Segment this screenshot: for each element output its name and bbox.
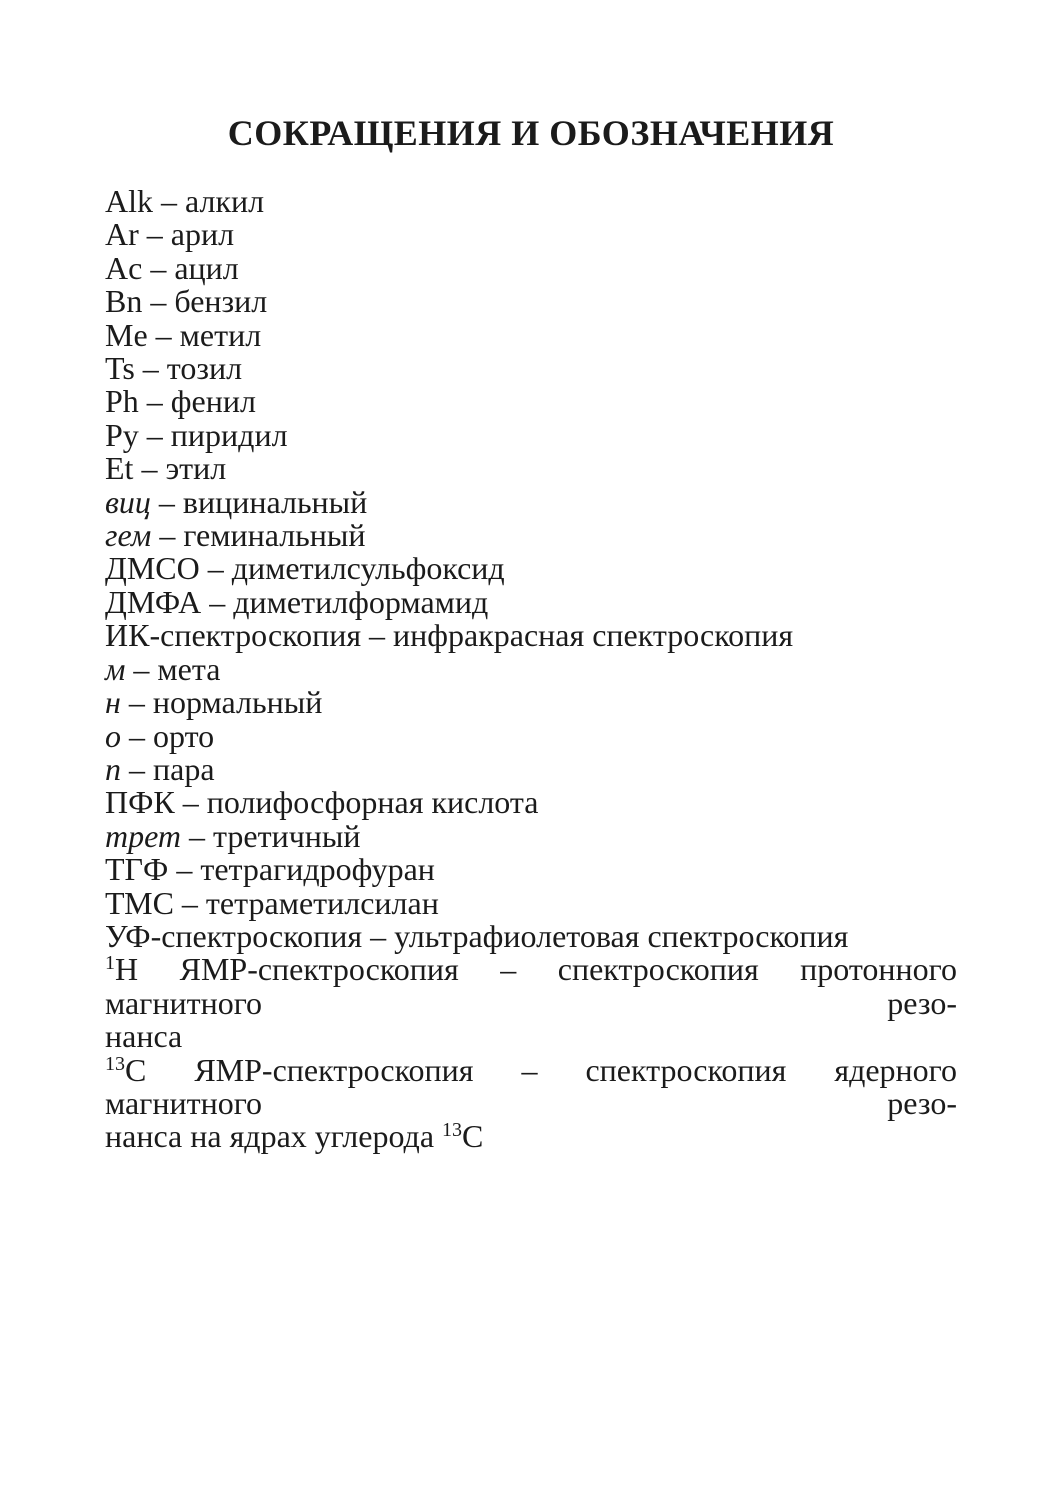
list-item <box>105 249 957 286</box>
superscript-text: 1 <box>105 952 115 975</box>
list-item <box>105 483 957 520</box>
list-item <box>105 953 957 1020</box>
abbreviation-entry <box>105 483 957 520</box>
entry-text: Py – пиридил <box>105 416 288 453</box>
abbreviation-entry <box>105 452 957 485</box>
abbreviation-entry <box>105 352 957 385</box>
entry-text: C ЯМР-спектроскопия – спектроскопия ядерного магнитного резо- <box>105 1051 957 1121</box>
list-item <box>105 316 957 353</box>
abbreviation-entry <box>105 185 957 218</box>
abbreviation-entry <box>105 249 957 286</box>
entry-text: C <box>462 1118 484 1155</box>
list-item <box>105 717 957 754</box>
list-item <box>105 519 957 552</box>
abbreviation-entry <box>105 853 957 886</box>
list-item <box>105 786 957 819</box>
entry-text: ИК-спектроскопия – инфракрасная спектроскопия <box>105 617 794 654</box>
list-item <box>105 686 957 719</box>
entry-text: ПФК – полифосфорная кислота <box>105 784 539 821</box>
abbreviation-entry <box>105 416 957 453</box>
entry-text: Me – метил <box>105 316 262 353</box>
list-item <box>105 218 957 251</box>
entry-text: – мета <box>125 650 221 687</box>
entry-text: – пара <box>121 750 215 787</box>
entry-text: ДМФА – диметилформамид <box>105 583 489 620</box>
entry-text: нанса <box>105 1018 183 1055</box>
abbreviation-italic: п <box>105 750 121 787</box>
entry-text: ДМСО – диметилсульфоксид <box>105 550 505 587</box>
list-item <box>105 1020 957 1053</box>
list-item <box>105 750 957 787</box>
superscript-text: 13 <box>105 1052 125 1075</box>
abbreviation-list <box>105 185 957 1154</box>
entry-text: Ts – тозил <box>105 350 243 387</box>
list-item <box>105 1120 957 1153</box>
entry-text: – нормальный <box>120 684 323 721</box>
abbreviation-entry <box>105 717 957 754</box>
list-item <box>105 650 957 687</box>
abbreviation-italic: виц <box>105 483 151 520</box>
list-item <box>105 817 957 854</box>
abbreviation-italic: гем <box>105 517 152 554</box>
abbreviation-italic: м <box>105 650 126 687</box>
list-item <box>105 884 957 921</box>
abbreviation-italic: н <box>105 684 121 721</box>
abbreviation-entry <box>105 619 957 652</box>
superscript-text: 13 <box>442 1119 463 1142</box>
abbreviation-entry <box>105 884 957 921</box>
abbreviation-italic: трет <box>105 817 181 854</box>
abbreviation-entry <box>105 650 957 687</box>
list-item <box>105 285 957 318</box>
abbreviation-entry <box>105 1051 957 1155</box>
entry-text: Ar – арил <box>105 216 235 253</box>
entry-text: Et – этил <box>105 450 227 487</box>
entry-text: – орто <box>121 717 215 754</box>
list-item <box>105 917 957 954</box>
abbreviation-entry <box>105 218 957 251</box>
list-item <box>105 352 957 385</box>
list-item <box>105 1051 957 1121</box>
entry-text: Ph – фенил <box>105 383 256 420</box>
entry-text: УФ-спектроскопия – ультрафиолетовая спектроскопия <box>105 917 849 954</box>
abbreviation-entry <box>105 385 957 418</box>
entry-text: – геминальный <box>151 517 366 554</box>
abbreviation-entry <box>105 686 957 719</box>
abbreviation-entry <box>105 786 957 819</box>
list-item <box>105 552 957 585</box>
list-item <box>105 185 957 218</box>
list-item <box>105 619 957 652</box>
entry-text: ТГФ – тетрагидрофуран <box>105 851 435 888</box>
abbreviation-entry <box>105 552 957 585</box>
abbreviation-entry <box>105 316 957 353</box>
list-item <box>105 416 957 453</box>
entry-text: – третичный <box>181 817 361 854</box>
list-item <box>105 385 957 418</box>
abbreviation-entry <box>105 817 957 854</box>
abbreviation-entry <box>105 285 957 318</box>
list-item <box>105 583 957 620</box>
entry-text: ТМС – тетраметилсилан <box>105 884 439 921</box>
abbreviation-entry <box>105 917 957 954</box>
abbreviation-entry <box>105 953 957 1053</box>
abbreviation-entry <box>105 750 957 787</box>
abbreviation-entry <box>105 583 957 620</box>
abbreviation-italic: о <box>105 717 121 754</box>
entry-text: нанса на ядрах углерода <box>105 1118 443 1155</box>
entry-text: Bn – бензил <box>105 283 268 320</box>
list-item <box>105 853 957 886</box>
entry-text: H ЯМР-спектроскопия – спектроскопия протонного магнитного резо- <box>105 951 957 1021</box>
list-item <box>105 452 957 485</box>
abbreviation-entry <box>105 519 957 552</box>
entry-text: – вицинальный <box>150 483 368 520</box>
entry-text: Alk – алкил <box>105 183 265 219</box>
entry-text: Ac – ацил <box>105 249 239 286</box>
page-title: СОКРАЩЕНИЯ И ОБОЗНАЧЕНИЯ <box>227 113 835 153</box>
